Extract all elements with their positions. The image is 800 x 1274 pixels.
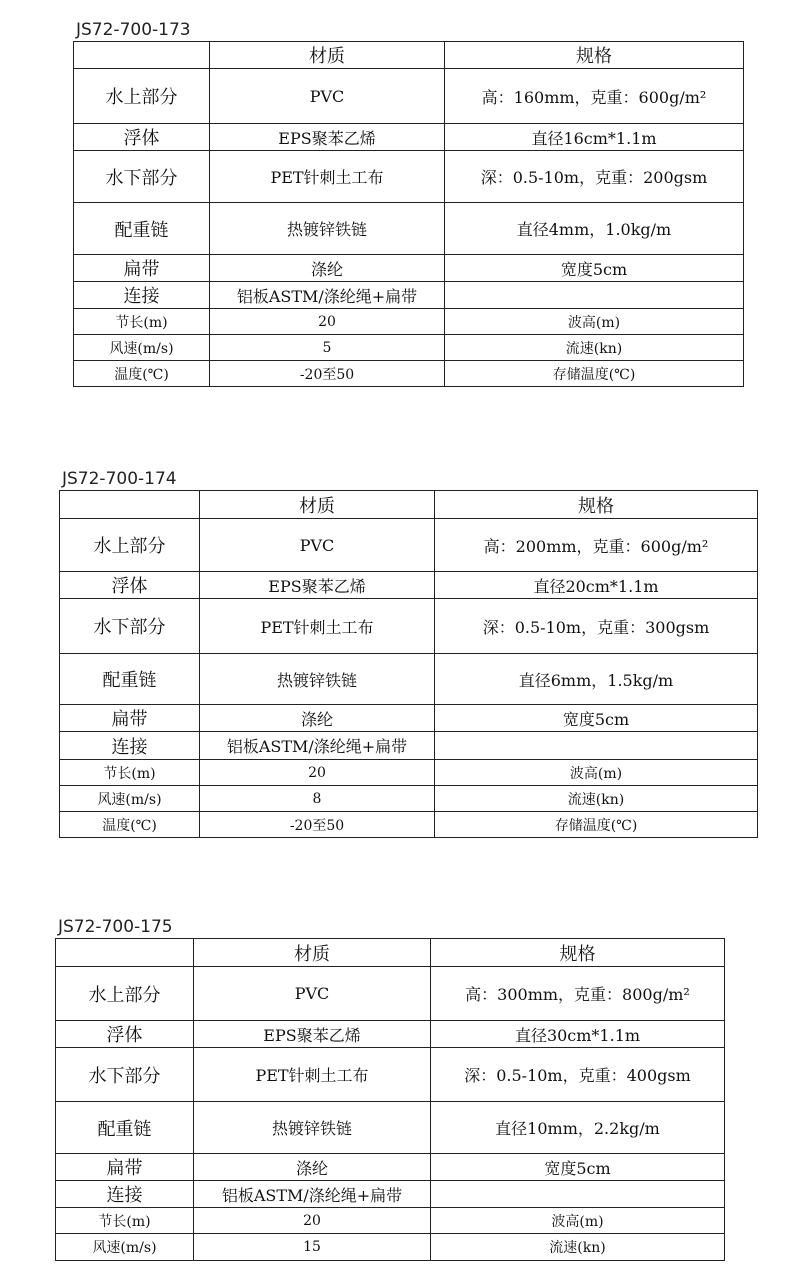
- row-spec: 高：300mm，克重：800g/m²: [431, 967, 725, 1021]
- spec-title: JS72-700-175: [58, 917, 173, 937]
- row-label: 风速(m/s): [60, 786, 200, 812]
- table-row: [60, 705, 758, 732]
- row-label: 节长(m): [60, 760, 200, 786]
- row-spec: 直径30cm*1.1m: [431, 1021, 725, 1048]
- row-spec: 高：200mm，克重：600g/m²: [435, 519, 758, 572]
- row-material: 20: [210, 309, 445, 335]
- row-label: 配重链: [74, 203, 210, 255]
- table-row: [56, 1234, 725, 1261]
- spec-table: [59, 490, 758, 838]
- row-label: 扁带: [74, 255, 210, 282]
- row-label: 连接: [56, 1181, 194, 1208]
- row-material: 5: [210, 335, 445, 361]
- row-material: 涤纶: [194, 1154, 431, 1181]
- row-spec: [431, 1181, 725, 1208]
- table-row: [56, 1154, 725, 1181]
- table-row: [74, 309, 744, 335]
- row-spec: 流速(kn): [445, 335, 744, 361]
- row-label: 风速(m/s): [56, 1234, 194, 1261]
- row-material: PVC: [200, 519, 435, 572]
- table-header-row: [56, 939, 725, 967]
- header-spec: 规格: [431, 939, 725, 967]
- table-row: [60, 786, 758, 812]
- row-material: 铝板ASTM/涤纶绳+扁带: [210, 282, 445, 309]
- row-material: 热镀锌铁链: [200, 654, 435, 705]
- table-row: [74, 203, 744, 255]
- row-label: 节长(m): [56, 1208, 194, 1234]
- row-spec: 直径4mm，1.0kg/m: [445, 203, 744, 255]
- row-label: 浮体: [56, 1021, 194, 1048]
- row-spec: [435, 732, 758, 760]
- row-label: 节长(m): [74, 309, 210, 335]
- header-material: 材质: [200, 491, 435, 519]
- table-row: [56, 1208, 725, 1234]
- row-label: 浮体: [60, 572, 200, 599]
- row-spec: 宽度5cm: [435, 705, 758, 732]
- row-spec: 流速(kn): [435, 786, 758, 812]
- spec-title: JS72-700-174: [62, 469, 177, 489]
- row-label: 水下部分: [56, 1048, 194, 1102]
- row-material: 涤纶: [210, 255, 445, 282]
- header-label-cell: [60, 491, 200, 519]
- row-material: EPS聚苯乙烯: [210, 124, 445, 151]
- row-material: 20: [194, 1208, 431, 1234]
- header-label-cell: [74, 42, 210, 69]
- table-row: [60, 599, 758, 654]
- row-material: 20: [200, 760, 435, 786]
- row-spec: 直径20cm*1.1m: [435, 572, 758, 599]
- table-header-row: [60, 491, 758, 519]
- table-row: [60, 654, 758, 705]
- row-label: 水上部分: [74, 69, 210, 124]
- header-spec: 规格: [445, 42, 744, 69]
- table-row: [74, 69, 744, 124]
- table-row: [60, 732, 758, 760]
- row-label: 配重链: [56, 1102, 194, 1154]
- row-label: 温度(℃): [60, 812, 200, 838]
- spec-title: JS72-700-173: [76, 20, 191, 40]
- row-label: 配重链: [60, 654, 200, 705]
- row-spec: 存储温度(℃): [445, 361, 744, 387]
- row-spec: 直径10mm，2.2kg/m: [431, 1102, 725, 1154]
- row-material: PET针刺土工布: [194, 1048, 431, 1102]
- row-material: PVC: [210, 69, 445, 124]
- row-material: 热镀锌铁链: [194, 1102, 431, 1154]
- row-spec: 存储温度(℃): [435, 812, 758, 838]
- row-material: 8: [200, 786, 435, 812]
- table-header-row: [74, 42, 744, 69]
- row-material: PVC: [194, 967, 431, 1021]
- table-row: [74, 335, 744, 361]
- table-row: [56, 967, 725, 1021]
- row-material: 热镀锌铁链: [210, 203, 445, 255]
- row-material: 15: [194, 1234, 431, 1261]
- row-spec: [445, 282, 744, 309]
- row-label: 水上部分: [56, 967, 194, 1021]
- row-spec: 波高(m): [431, 1208, 725, 1234]
- table-row: [74, 124, 744, 151]
- header-material: 材质: [210, 42, 445, 69]
- table-row: [60, 519, 758, 572]
- row-spec: 宽度5cm: [445, 255, 744, 282]
- row-spec: 深：0.5-10m，克重：200gsm: [445, 151, 744, 203]
- table-row: [60, 760, 758, 786]
- spec-table: [55, 938, 725, 1261]
- row-spec: 深：0.5-10m，克重：300gsm: [435, 599, 758, 654]
- row-label: 风速(m/s): [74, 335, 210, 361]
- row-spec: 宽度5cm: [431, 1154, 725, 1181]
- table-row: [56, 1181, 725, 1208]
- row-spec: 波高(m): [435, 760, 758, 786]
- row-material: PET针刺土工布: [200, 599, 435, 654]
- row-material: 涤纶: [200, 705, 435, 732]
- row-material: -20至50: [200, 812, 435, 838]
- row-spec: 流速(kn): [431, 1234, 725, 1261]
- row-material: 铝板ASTM/涤纶绳+扁带: [194, 1181, 431, 1208]
- row-label: 温度(℃): [74, 361, 210, 387]
- header-label-cell: [56, 939, 194, 967]
- row-material: 铝板ASTM/涤纶绳+扁带: [200, 732, 435, 760]
- table-row: [74, 151, 744, 203]
- row-label: 扁带: [60, 705, 200, 732]
- row-material: EPS聚苯乙烯: [194, 1021, 431, 1048]
- table-row: [60, 572, 758, 599]
- row-spec: 波高(m): [445, 309, 744, 335]
- row-spec: 深：0.5-10m，克重：400gsm: [431, 1048, 725, 1102]
- row-label: 浮体: [74, 124, 210, 151]
- row-label: 水下部分: [74, 151, 210, 203]
- row-label: 水上部分: [60, 519, 200, 572]
- row-label: 连接: [60, 732, 200, 760]
- table-row: [56, 1048, 725, 1102]
- row-material: EPS聚苯乙烯: [200, 572, 435, 599]
- table-row: [56, 1021, 725, 1048]
- row-label: 连接: [74, 282, 210, 309]
- spec-table: [73, 41, 744, 387]
- row-spec: 高：160mm，克重：600g/m²: [445, 69, 744, 124]
- row-material: PET针刺土工布: [210, 151, 445, 203]
- table-row: [74, 282, 744, 309]
- header-spec: 规格: [435, 491, 758, 519]
- row-spec: 直径6mm，1.5kg/m: [435, 654, 758, 705]
- row-label: 水下部分: [60, 599, 200, 654]
- header-material: 材质: [194, 939, 431, 967]
- row-material: -20至50: [210, 361, 445, 387]
- table-row: [74, 361, 744, 387]
- row-spec: 直径16cm*1.1m: [445, 124, 744, 151]
- table-row: [60, 812, 758, 838]
- table-row: [56, 1102, 725, 1154]
- row-label: 扁带: [56, 1154, 194, 1181]
- table-row: [74, 255, 744, 282]
